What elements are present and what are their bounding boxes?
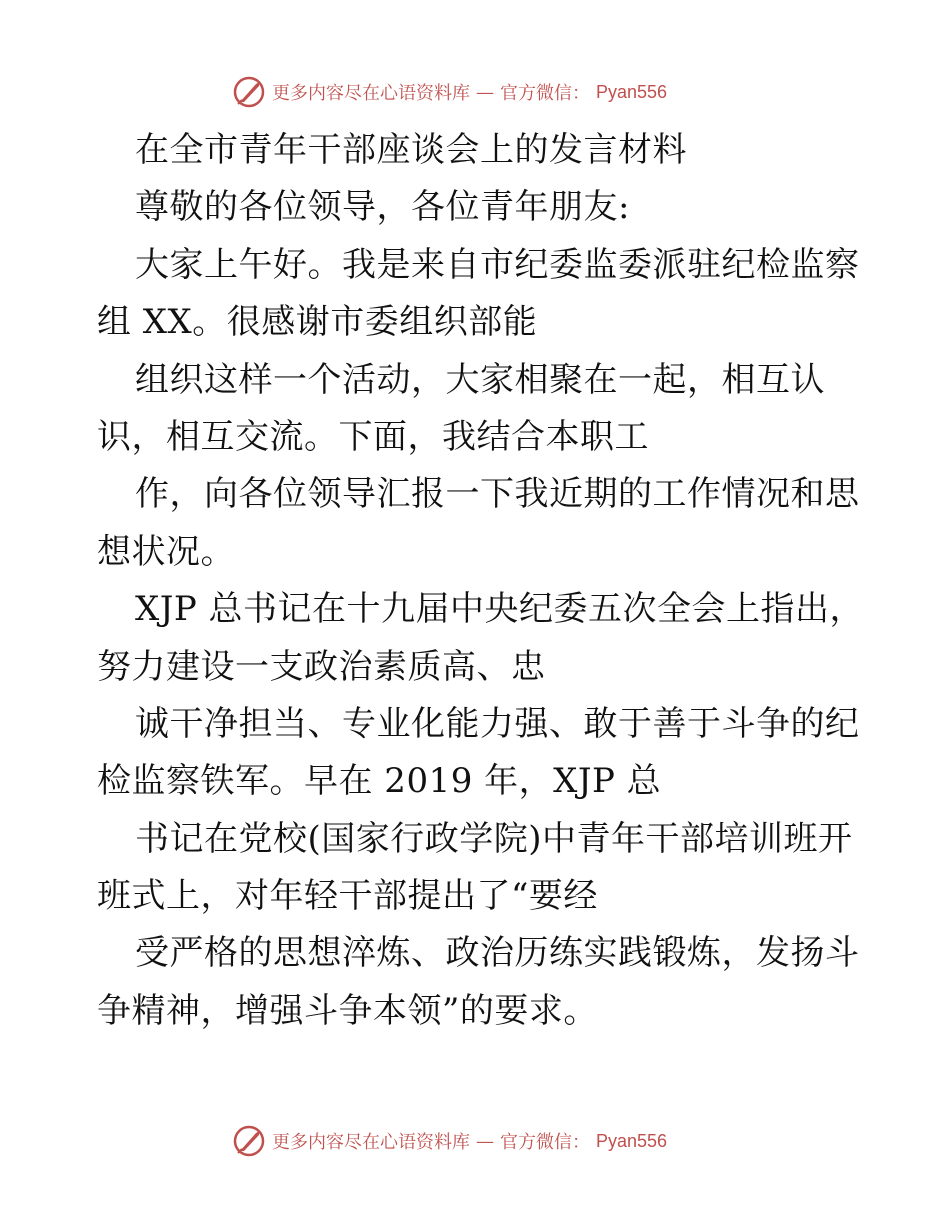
quill-pen-logo-icon — [232, 75, 266, 109]
speech-body — [97, 122, 865, 1040]
watermark-title: 更多内容尽在心语资料库 — [272, 83, 470, 104]
paragraph-line: 组 XX。很感谢市委组织部能 — [97, 302, 538, 343]
quill-pen-logo-icon — [232, 1124, 266, 1158]
paragraph-line: 作，向各位领导汇报一下我近期的工作情况和思 — [135, 474, 860, 515]
paragraph-line: 争精神，增强斗争本领”的要求。 — [97, 990, 598, 1031]
watermark-wechat-label: 官方微信： — [500, 1132, 590, 1153]
watermark-separator: — — [476, 81, 494, 103]
footer-watermark — [232, 1121, 752, 1161]
paragraph-line: 努力建设一支政治素质高、忠 — [97, 646, 546, 687]
salutation: 尊敬的各位领导，各位青年朋友: — [135, 187, 630, 228]
watermark-wechat-label: 官方微信： — [500, 83, 590, 104]
paragraph-line: 检监察铁军。早在 2019 年，XJP 总 — [97, 761, 662, 802]
watermark-separator: — — [476, 1130, 494, 1152]
paragraph-line: 书记在党校(国家行政学院)中青年干部培训班开 — [135, 818, 853, 859]
watermark-wechat-id: Pyan556 — [596, 1130, 668, 1151]
paragraph-line: 大家上午好。我是来自市纪委监委派驻纪检监察 — [135, 244, 860, 285]
paragraph-line: 识，相互交流。下面，我结合本职工 — [97, 416, 649, 457]
paragraph-line: 班式上，对年轻干部提出了“要经 — [97, 876, 598, 917]
paragraph-line: XJP 总书记在十九届中央纪委五次全会上指出， — [135, 589, 865, 630]
paragraph-line: 想状况。 — [97, 531, 235, 572]
paragraph-line: 组织这样一个活动，大家相聚在一起，相互认 — [135, 359, 825, 400]
watermark-title: 更多内容尽在心语资料库 — [272, 1132, 470, 1153]
watermark-wechat-id: Pyan556 — [596, 81, 668, 102]
paragraph-line: 诚干净担当、专业化能力强、敢于善于斗争的纪 — [135, 703, 860, 744]
header-watermark — [232, 72, 752, 112]
paragraph-line: 受严格的思想淬炼、政治历练实践锻炼，发扬斗 — [135, 933, 860, 974]
document-title: 在全市青年干部座谈会上的发言材料 — [135, 130, 687, 170]
